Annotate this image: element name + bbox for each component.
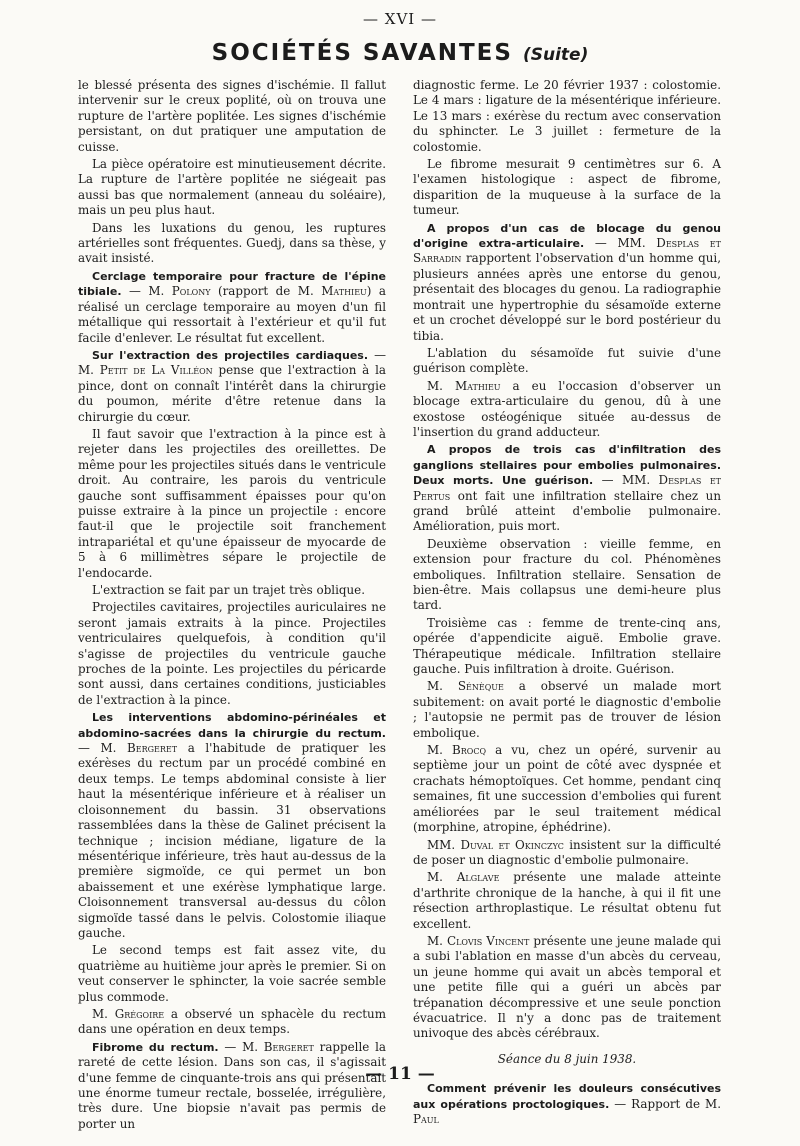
title-suite: (Suite): [522, 45, 589, 65]
section-heading: A propos de trois cas d'infiltration des ganglions stellaires pour embolies pulmonaires. Deux morts. Une guérison.: [413, 443, 721, 488]
right-column: [413, 78, 721, 1129]
paragraph: [413, 743, 721, 835]
text: a l'habitude de pratiquer les exérèses du rectum par un procédé combiné en deux temps. Le temps abdominal consiste à lier haut la mésentérique inférieure et à réaliser un cloisonnement du bassin. 31 observations rassemblées dans la thèse de Galinet précisent la technique ; incision médiane, ligature de la mésentérique inférieure, très haut au-dessus de la première sigmoïde, ce qui permet un bon abaissement et une exérèse lymphatique large. Cloisonnement transversal au-dessus du côlon sigmoïde tassé dans le pelvis. Colostomie iliaque gauche.: [78, 741, 387, 940]
paragraph: [78, 1007, 386, 1038]
paragraph: Troisième cas : femme de trente-cinq ans, opérée d'appendicite aiguë. Embolie grave. Thérapeutique médicale. Infiltration stellaire gauche. Puis infiltration à droite. Guérison.: [413, 615, 721, 677]
seance-date: Séance du 8 juin 1938.: [497, 1051, 637, 1066]
section-proctologie: [413, 1081, 721, 1127]
paragraph: L'extraction se fait par un trajet très oblique.: [92, 583, 366, 597]
paragraph: [413, 838, 721, 869]
text: a eu l'occasion d'observer un blocage extra-articulaire du genou, dû à une exostose ostéogénique située au-dessus de l'insertion du grand adducteur.: [413, 378, 721, 439]
author-name: MM. Duval et Okinczyc: [427, 837, 564, 852]
author-name: M. Bergeret: [100, 741, 178, 756]
text: présente une malade atteinte d'arthrite chronique de la hanche, à qui il fit une résection arthroplastique. Le résultat obtenu fut excellent.: [413, 870, 722, 931]
section-ganglions: A propos de trois cas d'infiltration des ganglions stellaires pour embolies pulmonaires. Deux morts. Une guérison. — MM. Desplas et Pertus ont fait une infiltration stellaire chez un grand brûlé atteint d'embolie pulmonaire. Amélioration, puis mort.: [413, 443, 721, 534]
text: pense que l'extraction à la pince, dont on connaît l'intérêt dans la chirurgie du poumon, mérite d'être retenue dans la chirurgie du cœur.: [78, 363, 386, 424]
dash: —: [121, 284, 149, 299]
section-cerclage: [78, 269, 386, 346]
text: a observé un malade mort subitement: on avait porté le diagnostic d'embolie ; l'autopsie ne permit pas de trouver de lésion embolique.: [413, 679, 721, 740]
section-fibrome: Fibrome du rectum. — M. Bergeret rappelle la rareté de cette lésion. Dans son cas, il s'agissait d'une femme de cinquante-trois ans qui présentait une énorme tumeur rectale, bosselée, irrégulière, très dure. Une biopsie n'avait pas permis de porter un: [78, 1039, 386, 1131]
paragraph: L'ablation du sésamoïde fut suivie d'une guérison complète.: [413, 345, 721, 376]
text: a observé un sphacèle du rectum dans une opération en deux temps.: [78, 1006, 386, 1037]
rapporteur-name: Mathieu: [321, 284, 367, 299]
rapporteur-name: Paul: [413, 1112, 439, 1126]
page-title: [0, 40, 800, 66]
paragraph: Le second temps est fait assez vite, du quatrième au huitième jour après le premier. Si on veut conserver le sphincter, la voie sacrée semble plus commode.: [78, 943, 386, 1004]
text: rappelle la rareté de cette lésion. Dans son cas, il s'agissait d'une femme de cinquante-trois ans qui présentait une énorme tumeur rectale, bosselée, irrégulière, très dure. Une biopsie n'avait pas permis de porter un: [78, 1039, 386, 1131]
section-heading: Cerclage temporaire pour fracture de l'épine tibiale.: [78, 269, 386, 299]
author-name: M. Petit de La Villéon: [78, 363, 213, 378]
section-heading: Fibrome du rectum.: [92, 1040, 219, 1054]
paragraph: Dans les luxations du genou, les ruptures artérielles sont fréquentes. Guedj, dans sa thèse, y avait insisté.: [78, 220, 386, 266]
paragraph: diagnostic ferme. Le 20 février 1937 : colostomie. Le 4 mars : ligature de la mésentérique inférieure. Le 13 mars : exérèse du rectum avec conservation du sphincter. Le 3 juillet : fermeture de la colostomie.: [413, 78, 721, 154]
author-name: M. Bergeret: [242, 1039, 314, 1054]
text: insistent sur la difficulté de poser un diagnostic d'embolie pulmonaire.: [413, 837, 722, 867]
text: ont fait une infiltration stellaire chez un grand brûlé atteint d'embolie pulmonaire. Amélioration, puis mort.: [413, 488, 721, 534]
author-name: M. Brocq: [427, 743, 487, 758]
text: ) a réalisé un cerclage temporaire au moyen d'un fil métallique qui ressortait à l'extérieur et qu'il fut facile d'enlever. Le résultat fut excellent.: [78, 284, 386, 345]
text: — Rapport de M.: [609, 1096, 721, 1111]
title-text: SOCIÉTÉS SAVANTES: [211, 40, 513, 66]
author-name: MM. Desplas et Pertus: [413, 473, 721, 503]
paragraph: Le fibrome mesurait 9 centimètres sur 6. A l'examen histologique : aspect de fibrome, disparition de la muqueuse à la surface de la tumeur.: [413, 157, 721, 218]
page-number: — XVI —: [363, 10, 437, 28]
paragraph: Deuxième observation : vieille femme, en extension pour fracture du col. Phénomènes emboliques. Infiltration stellaire. Sensation de bien-être. Mais collapsus une demi-heure plus tard.: [413, 536, 721, 613]
left-column: [78, 78, 386, 1134]
section-heading: Comment prévenir les douleurs consécutives aux opérations proctologiques.: [413, 1082, 721, 1111]
section-interventions: Les interventions abdomino-périnéales et abdomino-sacrées dans la chirurgie du rectum. — M. Bergeret a l'habitude de pratiquer les exérèses du rectum par un procédé combiné en deux temps. Le temps abdominal consiste à lier haut la mésentérique inférieure et à réaliser un cloisonnement du bassin. 31 observations rassemblées dans la thèse de Galinet précisent la technique ; incision médiane, ligature de la mésentérique inférieure, très haut au-dessus de la première sigmoïde, ce qui permet un bon abaissement et une exérèse lymphatique large. Cloisonnement transversal au-dessus du côlon sigmoïde tassé dans le pelvis. Colostomie iliaque gauche.: [78, 711, 387, 940]
author-name: M. Polony: [148, 284, 211, 299]
text: présente une jeune malade qui a subi l'ablation en masse d'un abcès du cerveau, un jeune homme qui avait un abcès temporal et une petite fille qui a guéri un abcès par trépanation décompressive et une seule ponction évacuatrice. Il n'y a donc pas de traitement univoque des abcès cérébraux.: [413, 933, 721, 1041]
paragraph: Projectiles cavitaires, projectiles auriculaires ne seront jamais extraits à la pince. Projectiles ventriculaires quelquefois, à condition qu'il s'agisse de projectiles du ventricule gauche proches de la pointe. Les projectiles du péricarde sont aussi, dans certaines conditions, justiciables de l'extraction à la pince.: [78, 600, 386, 707]
author-name: M. Mathieu: [427, 378, 501, 393]
section-heading: A propos d'un cas de blocage du genou d'origine extra-articulaire.: [413, 221, 721, 251]
paragraph: [413, 679, 721, 741]
text: (rapport de M.: [210, 284, 322, 299]
author-name: MM. Desplas et Sarradin: [413, 236, 721, 266]
section-heading: Les interventions abdomino-périnéales et abdomino-sacrées dans la chirurgie du rectum.: [78, 711, 386, 740]
paragraph: le blessé présenta des signes d'ischémie. Il fallut intervenir sur le creux poplité, où on trouva une rupture de l'artère poplitée. Les signes d'ischémie persistant, on dut pratiquer une amputation de cuisse.: [78, 78, 386, 154]
section-projectiles: Sur l'extraction des projectiles cardiaques. — M. Petit de La Villéon pense que l'extraction à la pince, dont on connaît l'intérêt dans la chirurgie du poumon, mérite d'être retenue dans la chirurgie du cœur.: [78, 347, 387, 424]
author-name: M. Sénèque: [427, 679, 504, 694]
section-heading: Sur l'extraction des projectiles cardiaques.: [92, 348, 369, 362]
author-name: M. Alglave: [427, 870, 500, 885]
text: a vu, chez un opéré, survenir au septième jour un point de côté avec dyspnée et crachats hémoptoïques. Cet homme, pendant cinq semaines, fit une succession d'embolies qui furent améliorées par le seul traitement médical (morphine, atropine, éphédrine).: [413, 743, 721, 835]
paragraph: La pièce opératoire est minutieusement décrite. La rupture de l'artère poplitée ne siégeait pas aussi bas que normalement (anneau du soléaire), mais un peu plus haut.: [78, 157, 386, 218]
paragraph: [413, 934, 721, 1042]
paragraph: Il faut savoir que l'extraction à la pince est à rejeter dans les projectiles des oreillettes. De même pour les projectiles situés dans le ventricule droit. Au contraire, les parois du ventricule gauche sont suffisamment épaisses pour qu'on puisse extraire à la pince un projectile : encore faut-il que le projectile soit franchement intrapariétal et qu'une épaisseur de myocarde de 5 à 6 millimètres sépare le projectile de l'endocarde.: [78, 426, 386, 580]
author-name: M. Grégoire: [92, 1006, 165, 1021]
footer-page-number: — 11 —: [365, 1064, 435, 1084]
text: rapportent l'observation d'un homme qui, plusieurs années après une entorse du genou, présentait des blocages du genou. La radiographie montrait une hypertrophie du sésamoïde externe et un crochet développé sur le bord postérieur du tibia.: [413, 251, 721, 343]
author-name: M. Clovis Vincent: [427, 933, 530, 948]
section-blocage: A propos d'un cas de blocage du genou d'origine extra-articulaire. — MM. Desplas et Sarradin rapportent l'observation d'un homme qui, plusieurs années après une entorse du genou, présentait des blocages du genou. La radiographie montrait une hypertrophie du sésamoïde externe et un crochet développé sur le bord postérieur du tibia.: [413, 221, 721, 343]
paragraph: [413, 870, 721, 932]
paragraph: [413, 379, 721, 441]
